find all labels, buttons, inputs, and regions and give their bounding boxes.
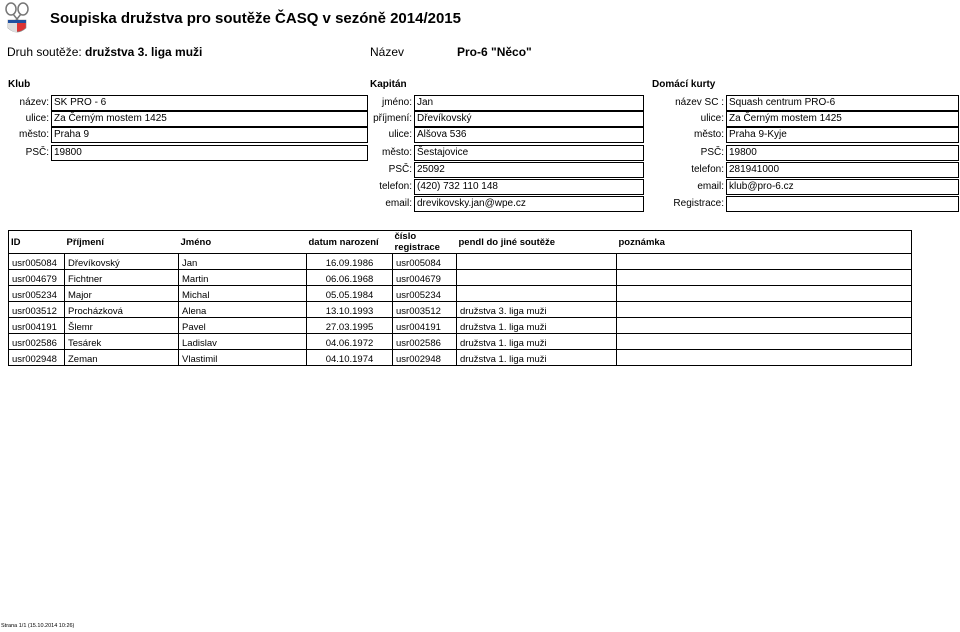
column-header-registration: číslo registrace — [393, 231, 457, 254]
cell-id: usr002948 — [9, 350, 65, 366]
field-label: město: — [18, 129, 49, 140]
cell-pendl: družstva 1. liga muži — [457, 318, 617, 334]
field-value: Praha 9-Kyje — [726, 127, 959, 143]
cell-note — [617, 350, 912, 366]
team-name-label: Název — [370, 45, 405, 59]
cell-firstname: Jan — [179, 254, 307, 270]
field-value: Dřevíkovský — [414, 111, 644, 127]
field-label: PSČ: — [700, 147, 724, 158]
cell-birthdate: 04.10.1974 — [307, 350, 393, 366]
column-header-firstname: Jméno — [179, 231, 307, 254]
table-row — [9, 350, 912, 366]
column-header-pendl: pendl do jiné soutěže — [457, 231, 617, 254]
cell-note — [617, 334, 912, 350]
field-label: jméno: — [381, 97, 412, 108]
cell-birthdate: 13.10.1993 — [307, 302, 393, 318]
field-label: email: — [385, 198, 412, 209]
cell-surname: Šlemr — [65, 318, 179, 334]
field-value: Praha 9 — [51, 127, 368, 143]
field-value — [726, 196, 959, 212]
cell-pendl: družstva 1. liga muži — [457, 350, 617, 366]
cell-id: usr004191 — [9, 318, 65, 334]
field-label: email: — [697, 181, 724, 192]
cell-registration: usr004679 — [393, 270, 457, 286]
column-header-birthdate: datum narození — [307, 231, 393, 254]
cell-id: usr004679 — [9, 270, 65, 286]
page-footer: Strana 1/1 (15.10.2014 10:26) — [1, 623, 75, 629]
cell-surname: Dřevíkovský — [65, 254, 179, 270]
cell-id: usr002586 — [9, 334, 65, 350]
cell-firstname: Vlastimil — [179, 350, 307, 366]
field-value: 281941000 — [726, 162, 959, 178]
column-header-id: ID — [9, 231, 65, 254]
field-value: Šestajovice — [414, 145, 644, 161]
cell-registration: usr003512 — [393, 302, 457, 318]
field-label: město: — [693, 129, 724, 140]
players-table — [8, 230, 912, 366]
cell-registration: usr002948 — [393, 350, 457, 366]
page-title: Soupiska družstva pro soutěže ČASQ v sezóně 2014/2015 — [50, 10, 461, 27]
cell-registration: usr005234 — [393, 286, 457, 302]
field-label: telefon: — [379, 181, 412, 192]
field-label: PSČ: — [388, 164, 412, 175]
field-value: SK PRO - 6 — [51, 95, 368, 111]
cell-note — [617, 270, 912, 286]
captain-heading: Kapitán — [370, 79, 407, 90]
field-label: město: — [381, 147, 412, 158]
cell-pendl: družstva 3. liga muži — [457, 302, 617, 318]
cell-pendl — [457, 270, 617, 286]
cell-birthdate: 04.06.1972 — [307, 334, 393, 350]
cell-id: usr005234 — [9, 286, 65, 302]
club-heading: Klub — [8, 79, 31, 90]
team-name-value: Pro-6 "Něco" — [457, 45, 532, 59]
cell-firstname: Martin — [179, 270, 307, 286]
field-value: Squash centrum PRO-6 — [726, 95, 959, 111]
field-value: Alšova 536 — [414, 127, 644, 143]
field-label: název SC : — [675, 97, 724, 108]
table-row — [9, 334, 912, 350]
competition-type-value: družstva 3. liga muži — [85, 45, 203, 59]
cell-note — [617, 302, 912, 318]
cell-note — [617, 286, 912, 302]
cell-birthdate: 16.09.1986 — [307, 254, 393, 270]
cell-surname: Tesárek — [65, 334, 179, 350]
field-value: 19800 — [51, 145, 368, 161]
cell-birthdate: 06.06.1968 — [307, 270, 393, 286]
cell-registration: usr005084 — [393, 254, 457, 270]
cell-firstname: Ladislav — [179, 334, 307, 350]
cell-note — [617, 318, 912, 334]
cell-pendl — [457, 286, 617, 302]
cell-registration: usr002586 — [393, 334, 457, 350]
field-value: Za Černým mostem 1425 — [726, 111, 959, 127]
cell-surname: Procházková — [65, 302, 179, 318]
cell-id: usr005084 — [9, 254, 65, 270]
cell-surname: Major — [65, 286, 179, 302]
cell-birthdate: 05.05.1984 — [307, 286, 393, 302]
field-label: příjmení: — [373, 113, 412, 124]
table-row — [9, 286, 912, 302]
field-value: 19800 — [726, 145, 959, 161]
competition-type-label: Druh soutěže: — [7, 45, 82, 59]
field-label: PSČ: — [25, 147, 49, 158]
table-row — [9, 318, 912, 334]
field-label: ulice: — [700, 113, 724, 124]
cell-id: usr003512 — [9, 302, 65, 318]
cell-registration: usr004191 — [393, 318, 457, 334]
cell-surname: Zeman — [65, 350, 179, 366]
cell-firstname: Alena — [179, 302, 307, 318]
field-label: ulice: — [388, 129, 412, 140]
field-label: ulice: — [25, 113, 49, 124]
field-label: název: — [19, 97, 49, 108]
table-row — [9, 254, 912, 270]
field-value: 25092 — [414, 162, 644, 178]
field-value: (420) 732 110 148 — [414, 179, 644, 195]
cell-firstname: Michal — [179, 286, 307, 302]
column-header-surname: Příjmení — [65, 231, 179, 254]
cell-pendl — [457, 254, 617, 270]
field-value: klub@pro-6.cz — [726, 179, 959, 195]
cell-birthdate: 27.03.1995 — [307, 318, 393, 334]
field-value: Za Černým mostem 1425 — [51, 111, 368, 127]
courts-heading: Domácí kurty — [652, 79, 716, 90]
field-label: Registrace: — [673, 198, 724, 209]
cell-surname: Fichtner — [65, 270, 179, 286]
table-row — [9, 270, 912, 286]
column-header-note: poznámka — [617, 231, 912, 254]
cell-note — [617, 254, 912, 270]
cell-firstname: Pavel — [179, 318, 307, 334]
cell-pendl: družstva 1. liga muži — [457, 334, 617, 350]
casq-logo-icon — [2, 2, 32, 38]
table-row — [9, 302, 912, 318]
field-value: drevikovsky.jan@wpe.cz — [414, 196, 644, 212]
table-header-row — [9, 231, 912, 254]
field-value: Jan — [414, 95, 644, 111]
field-label: telefon: — [691, 164, 724, 175]
